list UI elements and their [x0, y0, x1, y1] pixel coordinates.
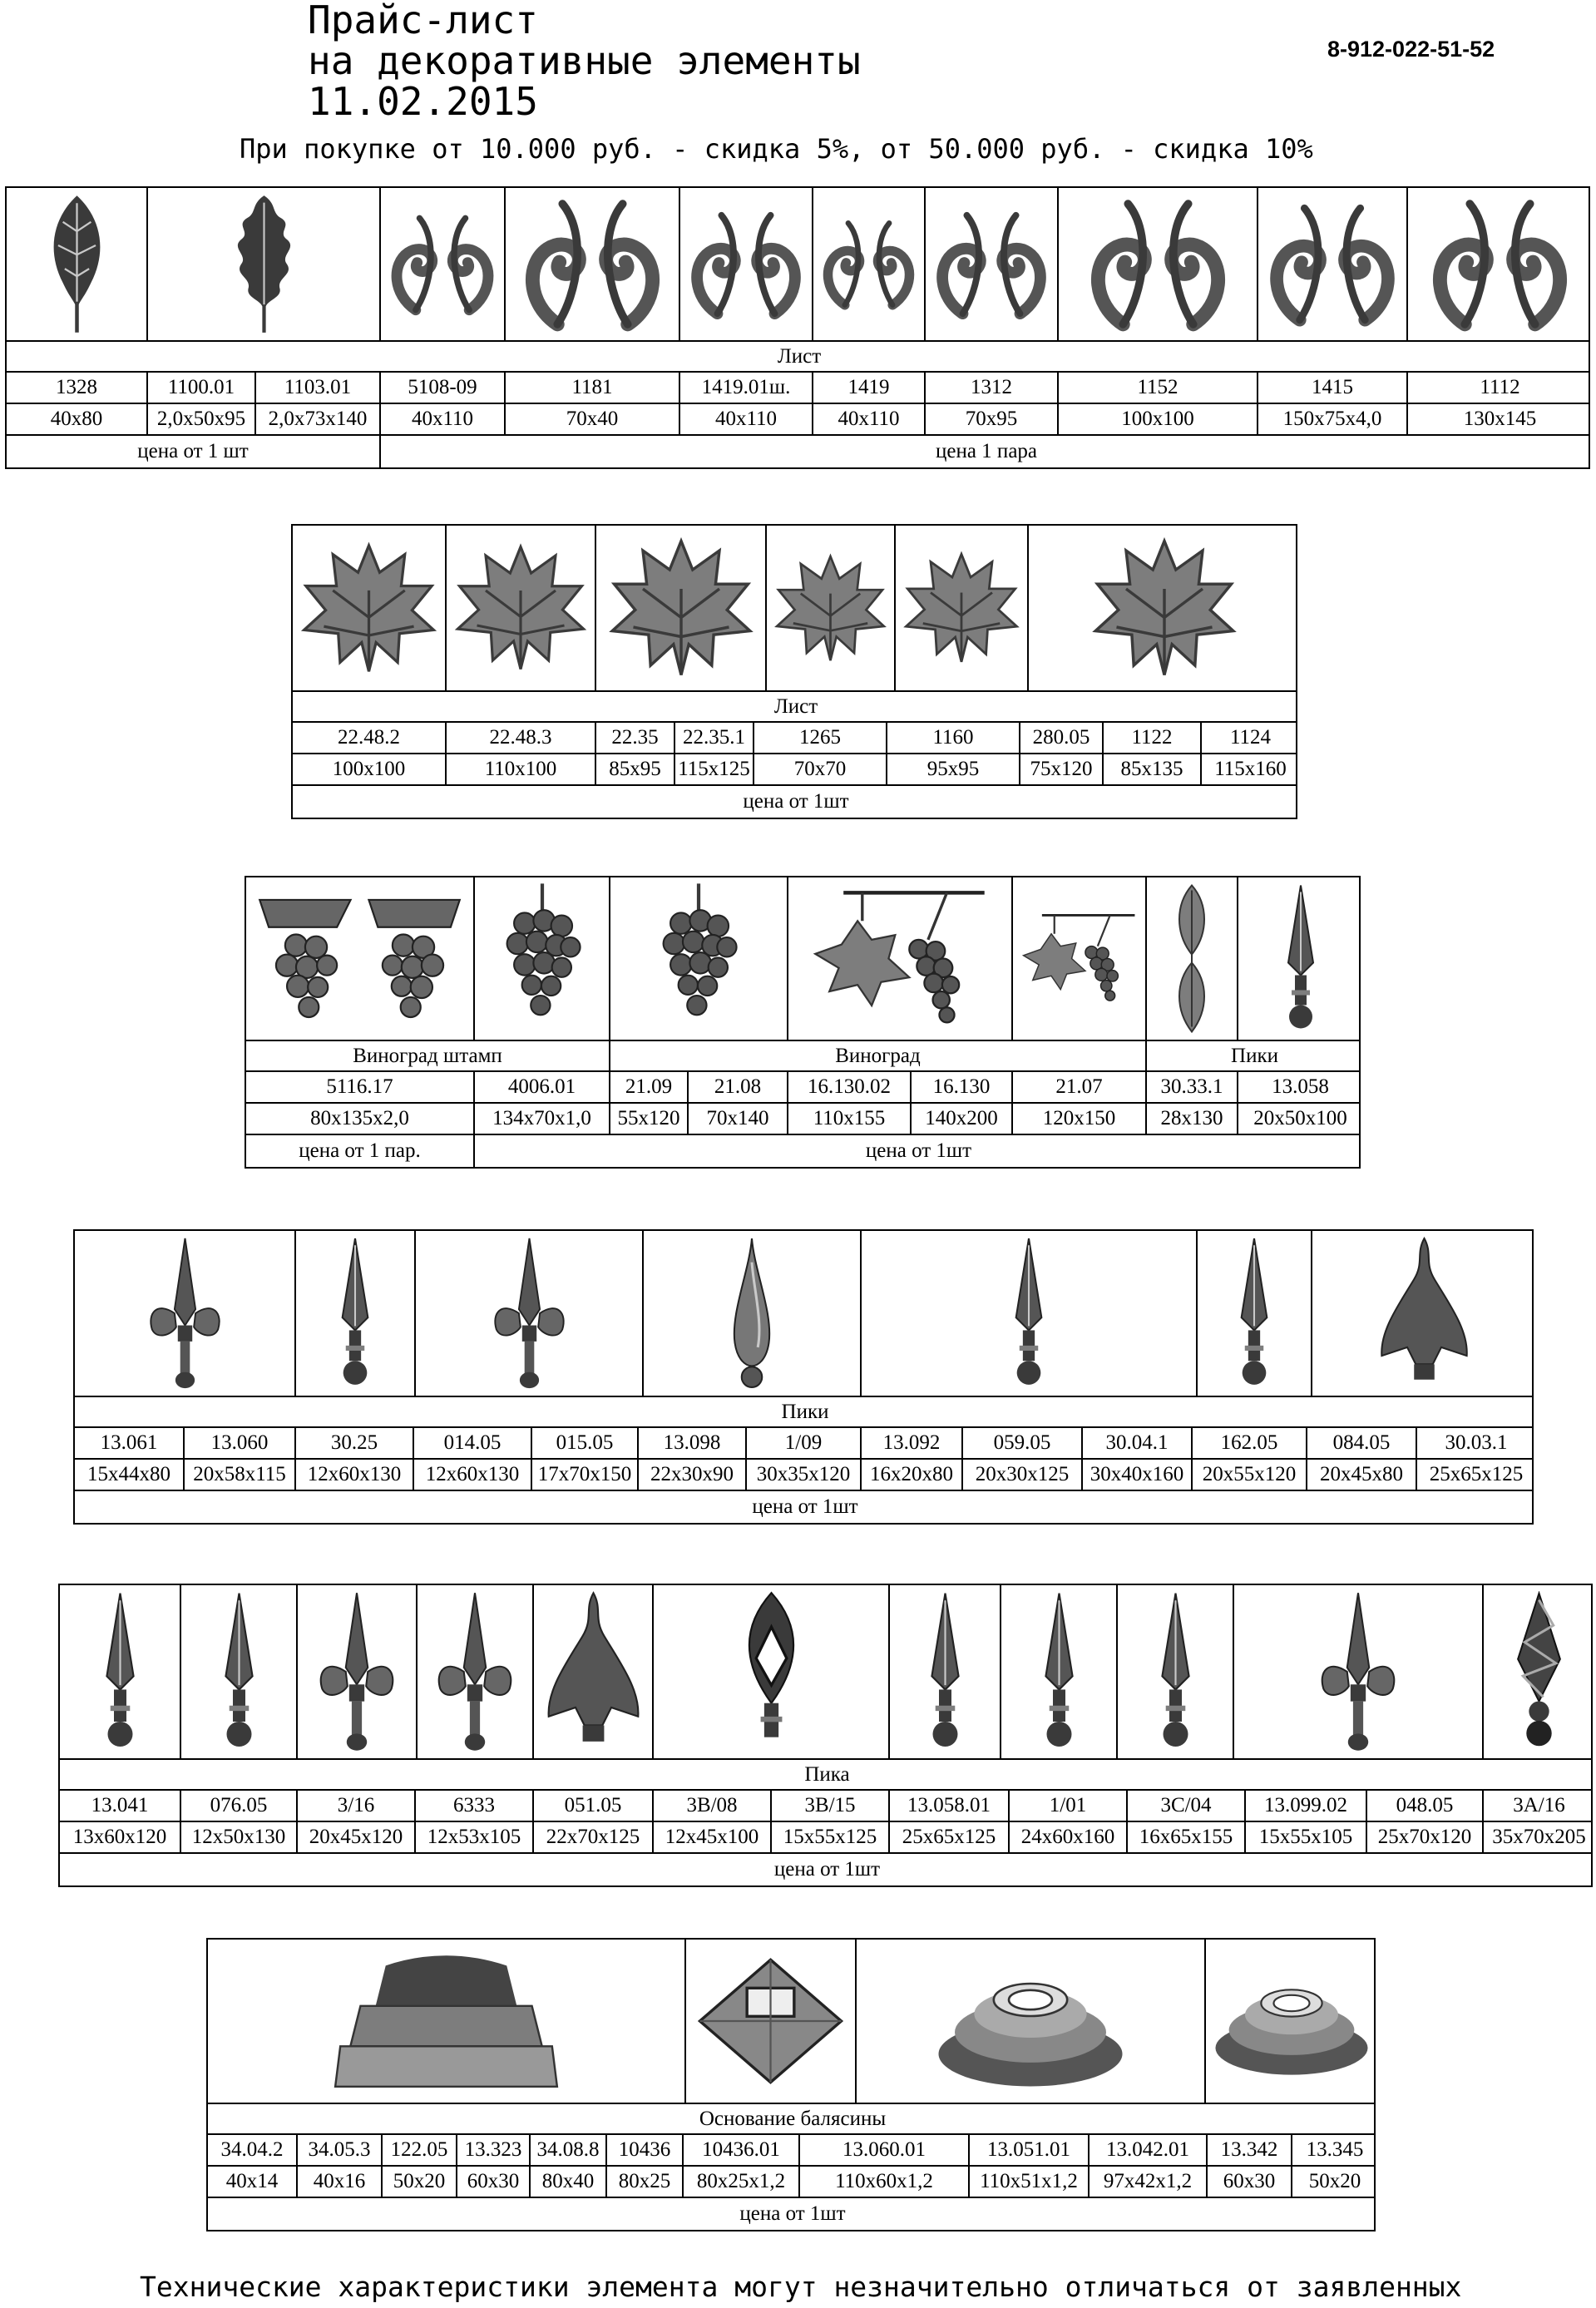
article-number: 22.48.3	[447, 723, 596, 753]
section-baluster-bases	[206, 1938, 1376, 2231]
product-image-cell	[1001, 1585, 1118, 1758]
size-value: 12х45х100	[654, 1822, 772, 1852]
article-row	[293, 723, 1296, 754]
size-value: 12х50х130	[181, 1822, 298, 1852]
article-number: 13.042.01	[1090, 2135, 1208, 2165]
product-image-cell	[610, 877, 788, 1040]
product-image-cell	[644, 1231, 862, 1396]
article-number: 1112	[1480, 376, 1520, 398]
article-row	[246, 1072, 1359, 1104]
article-number: 1415	[1258, 373, 1408, 403]
diamond-spear-icon	[731, 1591, 812, 1752]
product-image-cell	[680, 188, 813, 340]
product-image-cell	[857, 1940, 1206, 2103]
article-number: 13.061	[75, 1428, 185, 1458]
product-image-cell	[1234, 1585, 1484, 1758]
scroll-pair-icon	[1425, 194, 1575, 334]
scroll-pair-icon	[684, 207, 808, 322]
size-value: 110х51х1,2	[970, 2167, 1090, 2197]
product-image-cell	[418, 1585, 534, 1758]
product-image-cell	[181, 1585, 298, 1758]
size-value: 25х65х125	[890, 1822, 1010, 1852]
size-value: 140х200	[912, 1104, 1013, 1134]
product-image-cell	[1013, 877, 1147, 1040]
size-value: 40х16	[298, 2167, 383, 2197]
spear-tip-icon	[999, 1237, 1059, 1390]
product-image-cell	[416, 1231, 644, 1396]
category-label: Пики	[1231, 1044, 1278, 1067]
article-number: 16.130	[912, 1072, 1013, 1102]
fleur-spear-icon	[1312, 1591, 1405, 1752]
category-label: Основание балясины	[699, 2107, 887, 2130]
size-value: 16х20х80	[862, 1460, 963, 1490]
spear-tip-icon	[1028, 1591, 1090, 1752]
article-number: 13.058.01	[890, 1791, 1010, 1821]
article-number: 015.05	[532, 1428, 639, 1458]
fleur-spear-icon	[428, 1591, 521, 1752]
size-value: 30х35х120	[747, 1460, 862, 1490]
product-image-cell	[788, 877, 1013, 1040]
category-row	[293, 692, 1296, 723]
size-value: 95х95	[887, 754, 1020, 784]
scroll-pair-icon	[930, 207, 1053, 322]
leaf-icon	[44, 194, 110, 334]
article-number: 13.098	[639, 1428, 747, 1458]
product-image-cell	[1312, 1231, 1535, 1396]
article-number: 30.04.1	[1083, 1428, 1193, 1458]
size-value: 35х70х205	[1492, 1826, 1586, 1848]
size-value: 55х120	[610, 1104, 689, 1134]
article-number: 048.05	[1367, 1791, 1484, 1821]
spear-tip-icon	[325, 1237, 385, 1390]
size-value: 80х40	[531, 2167, 607, 2197]
article-number: 3С/04	[1128, 1791, 1246, 1821]
article-number: 1100.01	[148, 373, 256, 403]
fleur-spear-icon	[141, 1237, 230, 1390]
product-image-cell	[148, 188, 381, 340]
image-row	[246, 877, 1359, 1041]
product-image-cell	[1484, 1585, 1594, 1758]
size-value: 25х65х125	[1429, 1463, 1524, 1485]
article-number: 21.09	[610, 1072, 689, 1102]
product-image-cell	[381, 188, 506, 340]
product-image-cell	[1198, 1231, 1312, 1396]
article-number: 13.323	[457, 2135, 531, 2165]
price-note: цена от 1шт	[739, 2202, 846, 2225]
size-value: 30х40х160	[1083, 1460, 1193, 1490]
product-image-cell	[862, 1231, 1198, 1396]
article-number: 13.092	[862, 1428, 963, 1458]
price-note: цена 1 пара	[935, 440, 1038, 462]
size-value: 20х45х80	[1307, 1460, 1417, 1490]
article-number: 1265	[754, 723, 887, 753]
size-row	[246, 1104, 1359, 1135]
article-number: 22.35	[596, 723, 675, 753]
price-note: цена от 1шт	[752, 1495, 858, 1518]
discount-note: При покупке от 10.000 руб. - скидка 5%, от 50.000 руб. - скидка 10%	[240, 133, 1313, 165]
size-value: 120х150	[1013, 1104, 1147, 1134]
size-value: 13х60х120	[60, 1822, 181, 1852]
article-row	[60, 1791, 1591, 1822]
product-image-cell	[767, 526, 896, 690]
article-number: 13.342	[1208, 2135, 1292, 2165]
phone-number: 8-912-022-51-52	[1327, 37, 1495, 62]
article-number: 13.345	[1306, 2138, 1364, 2161]
price-note: цена от 1шт	[743, 790, 849, 813]
size-value: 2,0х50х95	[148, 404, 256, 434]
article-number: 1181	[506, 373, 680, 403]
size-value: 40х110	[381, 404, 506, 434]
size-row	[293, 754, 1296, 786]
grape-leaf-icon	[297, 536, 441, 680]
size-value: 150х75х4,0	[1258, 404, 1408, 434]
article-number: 10436	[607, 2135, 684, 2165]
size-value: 130х145	[1463, 408, 1537, 430]
price-note: цена от 1шт	[865, 1139, 972, 1162]
article-number: 21.07	[1013, 1072, 1147, 1102]
spear-tip-icon	[914, 1591, 976, 1752]
flame-finial-icon	[1373, 1237, 1475, 1390]
product-image-cell	[208, 1940, 686, 2103]
size-value: 22х30х90	[639, 1460, 747, 1490]
category-row	[60, 1760, 1591, 1791]
size-value: 25х70х120	[1367, 1822, 1484, 1852]
size-value: 70х140	[689, 1104, 788, 1134]
scroll-pair-icon	[818, 216, 920, 312]
product-image-cell	[296, 1231, 416, 1396]
pyramid-cap-icon	[690, 1950, 851, 2092]
product-image-cell	[890, 1585, 1001, 1758]
size-value: 100х100	[1059, 404, 1258, 434]
size-value: 80х25х1,2	[684, 2167, 800, 2197]
size-value: 22х70х125	[534, 1822, 654, 1852]
size-value: 12х60х130	[414, 1460, 532, 1490]
size-value: 20х55х120	[1193, 1460, 1307, 1490]
grape-vine-icon	[806, 883, 994, 1034]
article-number: 13.051.01	[970, 2135, 1090, 2165]
article-number: 5108-09	[381, 373, 506, 403]
size-value: 97х42х1,2	[1090, 2167, 1208, 2197]
size-value: 2,0х73х140	[256, 404, 381, 434]
article-number: 13.041	[60, 1791, 181, 1821]
size-value: 100х100	[293, 754, 447, 784]
size-value: 20х45х120	[298, 1822, 416, 1852]
grape-leaf-icon	[605, 531, 758, 684]
size-value: 20х50х100	[1253, 1107, 1347, 1129]
section-leaves-scrolls	[5, 186, 1590, 469]
article-number: 10436.01	[684, 2135, 800, 2165]
size-value: 40х110	[680, 404, 813, 434]
size-value: 20х58х115	[185, 1460, 296, 1490]
grape-leaf-icon	[900, 546, 1023, 670]
article-number: 16.130.02	[788, 1072, 912, 1102]
title-date: 11.02.2015	[308, 79, 538, 124]
scroll-pair-icon	[1083, 194, 1233, 334]
product-image-cell	[506, 188, 680, 340]
scroll-pair-icon	[517, 194, 668, 334]
article-number: 1160	[887, 723, 1020, 753]
size-row	[208, 2167, 1374, 2198]
size-value: 85х95	[596, 754, 675, 784]
size-value: 40х14	[208, 2167, 298, 2197]
category-label: Лист	[777, 344, 822, 368]
article-number: 084.05	[1307, 1428, 1417, 1458]
size-value: 16х65х155	[1128, 1822, 1246, 1852]
image-row	[208, 1940, 1374, 2104]
price-note-row	[75, 1491, 1532, 1523]
title-line-1: Прайс-лист	[308, 0, 538, 42]
grape-bunch-icon	[498, 883, 586, 1034]
grape-leaf-icon	[451, 538, 590, 678]
product-image-cell	[475, 877, 610, 1040]
article-number: 162.05	[1193, 1428, 1307, 1458]
article-number: 1328	[7, 373, 148, 403]
product-image-cell	[686, 1940, 857, 2103]
double-leaf-icon	[1171, 883, 1213, 1034]
article-number: 280.05	[1020, 723, 1104, 753]
category-label: Пика	[804, 1762, 850, 1786]
twisted-spear-icon	[1510, 1591, 1569, 1752]
size-value: 50х20	[383, 2167, 457, 2197]
article-number: 13.058	[1272, 1075, 1329, 1098]
section-spears-b	[58, 1584, 1593, 1887]
spear-tip-icon	[1272, 883, 1330, 1034]
article-number: 1122	[1104, 723, 1202, 753]
size-value: 15х55х105	[1246, 1822, 1367, 1852]
product-image-cell	[596, 526, 767, 690]
product-image-cell	[1238, 877, 1362, 1040]
size-value: 60х30	[457, 2167, 531, 2197]
image-row	[293, 526, 1296, 692]
article-number: 1/01	[1010, 1791, 1128, 1821]
product-image-cell	[60, 1585, 181, 1758]
category-row	[208, 2104, 1374, 2135]
round-collar-icon	[933, 1951, 1128, 2092]
stepped-base-icon	[325, 1945, 567, 2097]
product-image-cell	[75, 1231, 296, 1396]
article-number: 30.25	[296, 1428, 414, 1458]
image-row	[75, 1231, 1532, 1397]
article-number: 22.48.2	[293, 723, 447, 753]
flame-finial-icon	[540, 1591, 647, 1752]
size-value: 85х135	[1104, 754, 1202, 784]
image-row	[60, 1585, 1591, 1760]
size-value: 80х135х2,0	[246, 1104, 475, 1134]
article-number: 13.060.01	[800, 2135, 970, 2165]
article-number: 21.08	[689, 1072, 788, 1102]
article-row	[75, 1428, 1532, 1460]
product-image-cell	[7, 188, 148, 340]
price-note-row	[208, 2198, 1374, 2230]
price-note: цена от 1шт	[773, 1858, 881, 1881]
size-value: 17х70х150	[532, 1460, 639, 1490]
category-label: Лист	[773, 694, 818, 718]
size-value: 70х40	[506, 404, 680, 434]
article-number: 051.05	[534, 1791, 654, 1821]
title-line-2: на декоративные элементы	[308, 38, 861, 83]
article-number: 13.099.02	[1246, 1791, 1367, 1821]
size-value: 20х30х125	[963, 1460, 1083, 1490]
size-value: 40х110	[813, 404, 926, 434]
grape-leaf-icon	[771, 549, 890, 668]
grape-bunch-icon	[655, 883, 743, 1034]
size-value: 110х155	[788, 1104, 912, 1134]
size-value: 115х125	[675, 754, 754, 784]
article-number: 076.05	[181, 1791, 298, 1821]
size-row	[75, 1460, 1532, 1491]
fleur-spear-icon	[310, 1591, 403, 1752]
article-number: 3/16	[298, 1791, 416, 1821]
spear-tip-icon	[89, 1591, 151, 1752]
spear-tip-icon	[208, 1591, 270, 1752]
category-row	[246, 1041, 1359, 1072]
article-number: 1152	[1059, 373, 1258, 403]
article-number: 059.05	[963, 1428, 1083, 1458]
price-note-row	[246, 1135, 1359, 1167]
section-grapes-spears	[245, 876, 1361, 1169]
spear-tip-icon	[1224, 1237, 1284, 1390]
spear-tip-icon	[1144, 1591, 1207, 1752]
article-number: 1312	[926, 373, 1059, 403]
product-image-cell	[534, 1585, 654, 1758]
article-number: 30.03.1	[1445, 1431, 1508, 1454]
product-image-cell	[654, 1585, 890, 1758]
image-row	[7, 188, 1589, 342]
category-row	[7, 342, 1589, 373]
section-spears-a	[73, 1229, 1534, 1525]
article-row	[208, 2135, 1374, 2167]
article-number: 1124	[1229, 726, 1272, 749]
product-image-cell	[447, 526, 596, 690]
grape-leaf-icon	[1088, 531, 1241, 684]
article-number: 6333	[416, 1791, 534, 1821]
category-label: Виноград	[610, 1041, 1147, 1070]
article-number: 13.060	[185, 1428, 296, 1458]
size-value: 15х55х125	[772, 1822, 890, 1852]
size-value: 110х60х1,2	[800, 2167, 970, 2197]
size-value: 60х30	[1208, 2167, 1292, 2197]
category-label: Виноград штамп	[246, 1041, 610, 1070]
product-image-cell	[926, 188, 1059, 340]
article-number: 3В/08	[654, 1791, 772, 1821]
scroll-pair-icon	[385, 210, 500, 318]
size-row	[7, 404, 1589, 436]
product-image-cell	[246, 877, 475, 1040]
article-number: 1103.01	[256, 373, 381, 403]
size-value: 115х160	[1214, 758, 1287, 780]
size-value: 70х70	[754, 754, 887, 784]
product-image-cell	[1258, 188, 1408, 340]
article-number: 34.08.8	[531, 2135, 607, 2165]
article-number: 014.05	[414, 1428, 532, 1458]
size-value: 75х120	[1020, 754, 1104, 784]
oak-leaf-icon	[229, 194, 299, 334]
size-value: 28х130	[1147, 1104, 1238, 1134]
article-number: 3А/16	[1513, 1794, 1565, 1816]
product-image-cell	[1059, 188, 1258, 340]
category-label: Пики	[781, 1400, 829, 1423]
size-value: 12х60х130	[296, 1460, 414, 1490]
product-image-cell	[298, 1585, 418, 1758]
grape-vine-icon	[1017, 909, 1141, 1008]
product-image-cell	[1029, 526, 1299, 690]
product-image-cell	[813, 188, 926, 340]
article-number: 1419	[813, 373, 926, 403]
article-number: 30.33.1	[1147, 1072, 1238, 1102]
article-number: 1/09	[747, 1428, 862, 1458]
size-value: 12х53х105	[416, 1822, 534, 1852]
size-value: 15х44х80	[75, 1460, 185, 1490]
size-row	[60, 1822, 1591, 1854]
product-image-cell	[1408, 188, 1592, 340]
grape-bunch-pair-icon	[250, 891, 469, 1027]
category-row	[75, 1397, 1532, 1428]
size-value: 24х60х160	[1010, 1822, 1128, 1852]
size-value: 110х100	[447, 754, 596, 784]
article-row	[7, 373, 1589, 404]
size-value: 40х80	[7, 404, 148, 434]
price-note-row	[60, 1854, 1591, 1885]
size-value: 70х95	[926, 404, 1059, 434]
product-image-cell	[896, 526, 1029, 690]
product-image-cell	[1147, 877, 1238, 1040]
article-number: 3В/15	[772, 1791, 890, 1821]
product-image-cell	[1206, 1940, 1377, 2103]
price-note-row	[293, 786, 1296, 818]
article-number: 5116.17	[246, 1072, 475, 1102]
section-grape-leaves	[291, 524, 1297, 819]
article-number: 34.05.3	[298, 2135, 383, 2165]
article-number: 1419.01ш.	[680, 373, 813, 403]
article-number: 34.04.2	[208, 2135, 298, 2165]
article-number: 4006.01	[475, 1072, 610, 1102]
page-title	[308, 0, 861, 122]
footer-note: Технические характеристики элемента могут незначительно отличаться от заявленных	[140, 2271, 1462, 2303]
scroll-pair-icon	[1262, 199, 1402, 329]
size-value: 134х70х1,0	[475, 1104, 610, 1134]
teardrop-finial-icon	[722, 1237, 782, 1390]
product-image-cell	[1118, 1585, 1234, 1758]
size-value: 80х25	[607, 2167, 684, 2197]
product-image-cell	[293, 526, 447, 690]
round-collar-icon	[1211, 1963, 1372, 2079]
price-note: цена от 1 пар.	[246, 1135, 475, 1167]
price-note: цена от 1 шт	[7, 436, 381, 467]
article-number: 22.35.1	[675, 723, 754, 753]
article-number: 122.05	[383, 2135, 457, 2165]
price-note-row	[7, 436, 1589, 467]
fleur-spear-icon	[485, 1237, 574, 1390]
size-value: 50х20	[1308, 2170, 1361, 2192]
